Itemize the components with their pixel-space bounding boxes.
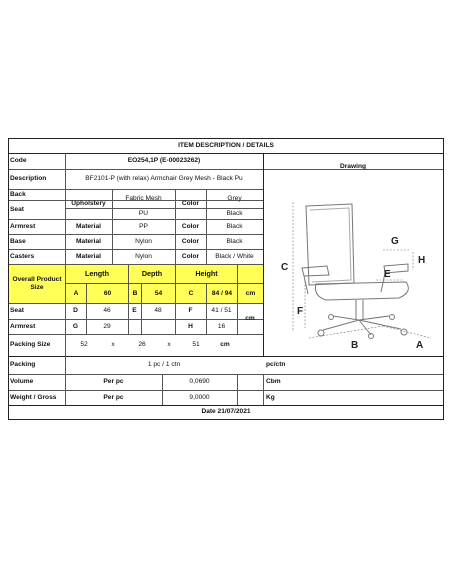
packing-size-length: 52 — [80, 341, 88, 349]
dimension-line-a-b — [309, 326, 431, 338]
dim-c-value: 84 / 94 — [207, 284, 237, 303]
dim-seat-unit: cm — [245, 314, 255, 322]
drawing-letter-b: B — [351, 340, 359, 351]
part-armrest: Armrest — [10, 222, 36, 230]
part-seat: Seat — [10, 205, 24, 213]
dim-h-value: 16 — [217, 322, 226, 330]
drawing-letter-f: F — [297, 306, 304, 317]
packing-value: 1 pc / 1 ctn — [147, 361, 181, 369]
weight-per: Per pc — [103, 393, 124, 401]
seat-color: Black — [226, 209, 243, 217]
packing-size-x2: x — [167, 341, 171, 349]
drawing-letter-h: H — [418, 255, 426, 266]
height-header: Height — [176, 265, 237, 283]
packing-size-width: 26 — [138, 341, 146, 349]
packing-unit: pc/ctn — [266, 361, 286, 369]
sheet-title: ITEM DESCRIPTION / DETAILS — [178, 142, 274, 150]
weight-unit: Kg — [266, 393, 275, 401]
armrest-material: PP — [139, 222, 148, 230]
overall-product-size-label: Overall Product Size — [9, 265, 65, 303]
chair-caster-1 — [318, 330, 324, 336]
item-details-sheet — [8, 138, 444, 420]
chair-caster-5 — [390, 315, 395, 320]
seat-material: PU — [138, 209, 149, 217]
dim-h-letter: H — [188, 322, 193, 330]
back-material: Fabric Mesh — [125, 194, 162, 202]
chair-seat — [315, 282, 408, 300]
dim-c-letter: C — [176, 284, 206, 303]
chair-backrest — [306, 204, 354, 285]
code-value: EO254,1P (E-00023262) — [127, 157, 201, 165]
packing-label: Packing — [10, 361, 36, 369]
packing-size-unit: cm — [220, 341, 230, 349]
chair-dimension-drawing — [271, 188, 441, 351]
packing-size-label: Packing Size — [10, 341, 51, 349]
dim-b-value: 54 — [142, 284, 175, 303]
dim-f-value: 41 / 51 — [211, 307, 232, 315]
dim-g-value: 29 — [103, 322, 111, 330]
packing-size-x1: x — [111, 341, 115, 349]
description-value: BF2101-P (with relax) Armchair Grey Mesh - Black Pu — [85, 175, 243, 183]
chair-left-armrest-support — [304, 276, 308, 294]
base-color-label: Color — [181, 237, 200, 245]
base-color: Black — [226, 237, 243, 245]
depth-header: Depth — [129, 265, 175, 283]
casters-color-label: Color — [181, 252, 200, 260]
upholstery-color-label: Color — [181, 200, 200, 208]
drawing-label: Drawing — [339, 163, 366, 171]
armrest-color: Black — [226, 222, 243, 230]
upholstery-type: Upholstery — [71, 200, 106, 208]
document-date: Date 21/07/2021 — [201, 408, 251, 416]
weight-value: 9,0000 — [189, 393, 210, 401]
chair-backrest-inner — [310, 208, 351, 282]
dim-overall-unit: cm — [238, 284, 263, 303]
length-header: Length — [66, 265, 128, 283]
dim-d-letter: D — [73, 307, 78, 315]
volume-value: 0,0690 — [189, 378, 210, 386]
dim-e-value: 48 — [154, 307, 162, 315]
back-color: Grey — [227, 194, 242, 202]
code-label: Code — [10, 157, 27, 165]
base-material: Nylon — [135, 237, 152, 245]
dim-f-letter: F — [188, 307, 193, 315]
dim-a-letter: A — [66, 284, 86, 303]
dim-armrest-label: Armrest — [10, 322, 36, 330]
part-back: Back — [10, 190, 26, 198]
description-label: Description — [10, 175, 47, 183]
dim-g-letter: G — [72, 322, 79, 330]
armrest-color-label: Color — [181, 222, 200, 230]
drawing-letter-g: G — [391, 236, 399, 247]
chair-caster-4 — [329, 315, 334, 320]
dim-d-value: 46 — [103, 307, 111, 315]
base-type: Material — [76, 237, 101, 245]
armrest-type: Material — [76, 222, 101, 230]
dim-e-letter: E — [132, 307, 137, 315]
weight-label: Weight / Gross — [10, 393, 57, 401]
part-casters: Casters — [10, 252, 35, 260]
casters-type: Material — [76, 252, 101, 260]
drawing-letter-c: C — [281, 262, 289, 273]
casters-material: Nylon — [135, 252, 152, 260]
drawing-letter-a: A — [416, 340, 424, 351]
chair-left-armrest — [302, 266, 329, 276]
part-base: Base — [10, 237, 26, 245]
volume-per: Per pc — [103, 378, 124, 386]
chair-base-legs — [323, 316, 401, 335]
unit-header-blank — [238, 265, 263, 283]
packing-size-height: 51 — [192, 341, 200, 349]
volume-unit: Cbm — [266, 378, 281, 386]
dim-seat-label: Seat — [10, 307, 24, 315]
dim-a-value: 60 — [87, 284, 128, 303]
casters-color: Black / White — [215, 252, 254, 260]
drawing-letter-e: E — [384, 269, 391, 280]
chair-caster-2 — [401, 329, 407, 335]
dim-b-letter: B — [129, 284, 141, 303]
chair-gas-lift — [356, 300, 363, 320]
volume-label: Volume — [10, 378, 34, 386]
